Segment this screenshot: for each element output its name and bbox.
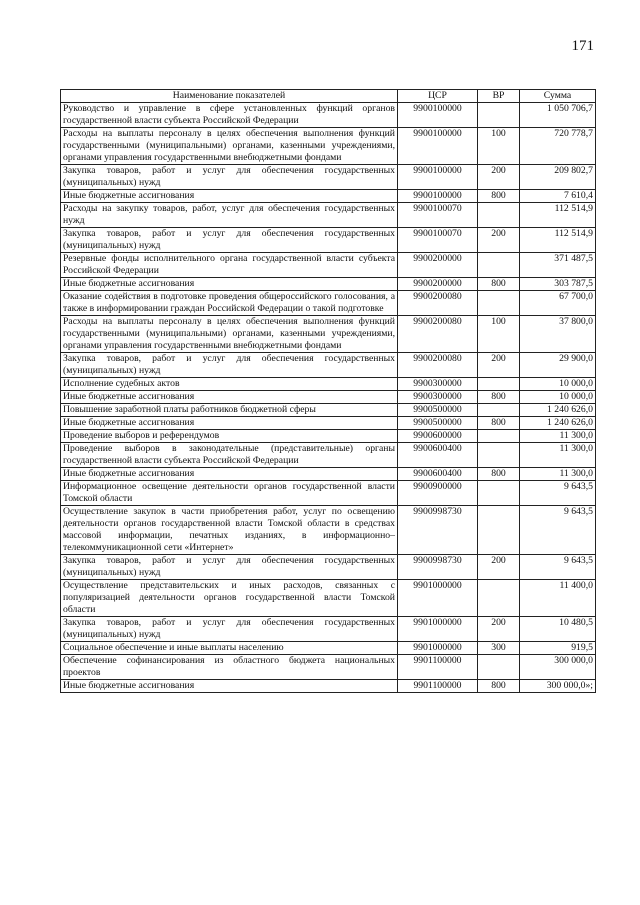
cell-sum: 11 300,0 (520, 430, 596, 443)
cell-name: Расходы на выплаты персоналу в целях обеспечения выполнения функций государственными (муниципальными) органами, казенными учреждениями, органами управления государственными внебюджетными фондами (61, 316, 398, 353)
cell-sum: 371 487,5 (520, 253, 596, 278)
cell-name: Повышение заработной платы работников бюджетной сферы (61, 404, 398, 417)
cell-vr (478, 103, 520, 128)
cell-name: Резервные фонды исполнительного органа государственной власти субъекта Российской Федерации (61, 253, 398, 278)
cell-name: Проведение выборов и референдумов (61, 430, 398, 443)
cell-vr: 200 (478, 165, 520, 190)
cell-name: Социальное обеспечение и иные выплаты населению (61, 642, 398, 655)
cell-csr: 9900100000 (398, 128, 478, 165)
cell-name: Закупка товаров, работ и услуг для обеспечения государственных (муниципальных) нужд (61, 228, 398, 253)
cell-sum: 11 400,0 (520, 580, 596, 617)
cell-vr: 800 (478, 190, 520, 203)
cell-vr: 300 (478, 642, 520, 655)
cell-name: Иные бюджетные ассигнования (61, 680, 398, 693)
cell-vr (478, 253, 520, 278)
cell-name: Проведение выборов в законодательные (представительные) органы государственной власти субъекта Российской Федерации (61, 443, 398, 468)
cell-sum: 10 480,5 (520, 617, 596, 642)
cell-vr (478, 655, 520, 680)
table-row (61, 642, 596, 655)
table-row (61, 555, 596, 580)
cell-csr: 9900100070 (398, 203, 478, 228)
table-row (61, 617, 596, 642)
cell-name: Расходы на выплаты персоналу в целях обеспечения выполнения функций государственными (муниципальными) органами, казенными учреждениями, органами управления государственными внебюджетными фондами (61, 128, 398, 165)
cell-name: Иные бюджетные ассигнования (61, 391, 398, 404)
header-name: Наименование показателей (61, 90, 398, 103)
cell-vr: 200 (478, 228, 520, 253)
cell-csr: 9901000000 (398, 580, 478, 617)
cell-csr: 9900200080 (398, 291, 478, 316)
table-row (61, 580, 596, 617)
cell-vr (478, 443, 520, 468)
table-row (61, 253, 596, 278)
cell-vr: 800 (478, 417, 520, 430)
table-row (61, 165, 596, 190)
cell-name: Осуществление представительских и иных расходов, связанных с популяризацией деятельности органов государственной власти Томской области (61, 580, 398, 617)
cell-csr: 9901000000 (398, 642, 478, 655)
cell-name: Закупка товаров, работ и услуг для обеспечения государственных (муниципальных) нужд (61, 353, 398, 378)
cell-csr: 9900200080 (398, 316, 478, 353)
cell-name: Расходы на закупку товаров, работ, услуг для обеспечения государственных нужд (61, 203, 398, 228)
cell-vr (478, 506, 520, 555)
cell-csr: 9900600000 (398, 430, 478, 443)
cell-name: Информационное освещение деятельности органов государственной власти Томской области (61, 481, 398, 506)
cell-csr: 9901100000 (398, 680, 478, 693)
cell-csr: 9900300000 (398, 391, 478, 404)
cell-vr (478, 430, 520, 443)
cell-sum: 11 300,0 (520, 443, 596, 468)
page-number: 171 (571, 38, 594, 54)
table-row (61, 353, 596, 378)
cell-sum: 11 300,0 (520, 468, 596, 481)
table-row (61, 190, 596, 203)
cell-sum: 1 050 706,7 (520, 103, 596, 128)
cell-csr: 9900200000 (398, 278, 478, 291)
table-row (61, 316, 596, 353)
cell-name: Закупка товаров, работ и услуг для обеспечения государственных (муниципальных) нужд (61, 165, 398, 190)
cell-sum: 112 514,9 (520, 228, 596, 253)
cell-name: Закупка товаров, работ и услуг для обеспечения государственных (муниципальных) нужд (61, 617, 398, 642)
table-row (61, 128, 596, 165)
cell-csr: 9900300000 (398, 378, 478, 391)
table-row (61, 430, 596, 443)
header-sum: Сумма (520, 90, 596, 103)
cell-name: Исполнение судебных актов (61, 378, 398, 391)
cell-csr: 9900500000 (398, 417, 478, 430)
table-body (61, 103, 596, 693)
cell-csr: 9900100000 (398, 190, 478, 203)
cell-csr: 9901000000 (398, 617, 478, 642)
cell-csr: 9900600400 (398, 443, 478, 468)
table-row (61, 404, 596, 417)
table-row (61, 443, 596, 468)
table-row (61, 103, 596, 128)
cell-sum: 9 643,5 (520, 555, 596, 580)
cell-sum: 300 000,0»; (520, 680, 596, 693)
table-row (61, 203, 596, 228)
table-row (61, 506, 596, 555)
table-header-row (61, 90, 596, 103)
cell-sum: 303 787,5 (520, 278, 596, 291)
cell-csr: 9901100000 (398, 655, 478, 680)
cell-name: Иные бюджетные ассигнования (61, 278, 398, 291)
cell-sum: 67 700,0 (520, 291, 596, 316)
cell-csr: 9900600400 (398, 468, 478, 481)
cell-sum: 919,5 (520, 642, 596, 655)
cell-sum: 1 240 626,0 (520, 417, 596, 430)
cell-sum: 10 000,0 (520, 378, 596, 391)
table-row (61, 291, 596, 316)
cell-vr: 800 (478, 391, 520, 404)
cell-vr (478, 291, 520, 316)
cell-vr: 200 (478, 555, 520, 580)
cell-name: Иные бюджетные ассигнования (61, 468, 398, 481)
header-csr: ЦСР (398, 90, 478, 103)
table-row (61, 481, 596, 506)
cell-vr: 200 (478, 353, 520, 378)
cell-sum: 209 802,7 (520, 165, 596, 190)
table-row (61, 278, 596, 291)
cell-sum: 112 514,9 (520, 203, 596, 228)
table-row (61, 468, 596, 481)
cell-vr (478, 481, 520, 506)
cell-sum: 1 240 626,0 (520, 404, 596, 417)
table-row (61, 655, 596, 680)
table-row (61, 378, 596, 391)
cell-csr: 9900100070 (398, 228, 478, 253)
cell-csr: 9900998730 (398, 555, 478, 580)
cell-name: Оказание содействия в подготовке проведения общероссийского голосования, а также в информировании граждан Российской Федерации о такой подготовке (61, 291, 398, 316)
cell-name: Обеспечение софинансирования из областного бюджета национальных проектов (61, 655, 398, 680)
cell-sum: 9 643,5 (520, 506, 596, 555)
cell-vr: 800 (478, 468, 520, 481)
cell-vr (478, 378, 520, 391)
cell-vr: 800 (478, 278, 520, 291)
cell-name: Руководство и управление в сфере установленных функций органов государственной власти субъекта Российской Федерации (61, 103, 398, 128)
table-row (61, 417, 596, 430)
cell-vr (478, 203, 520, 228)
cell-vr: 200 (478, 617, 520, 642)
cell-csr: 9900200000 (398, 253, 478, 278)
cell-vr: 800 (478, 680, 520, 693)
cell-vr: 100 (478, 128, 520, 165)
cell-sum: 37 800,0 (520, 316, 596, 353)
cell-sum: 300 000,0 (520, 655, 596, 680)
cell-sum: 7 610,4 (520, 190, 596, 203)
cell-name: Закупка товаров, работ и услуг для обеспечения государственных (муниципальных) нужд (61, 555, 398, 580)
cell-csr: 9900900000 (398, 481, 478, 506)
cell-sum: 9 643,5 (520, 481, 596, 506)
cell-vr (478, 404, 520, 417)
cell-name: Осуществление закупок в части приобретения работ, услуг по освещению деятельности органов государственной власти Томской области в средствах массовой информации, печатных изданиях, в информационно–телекоммуникационной сети «Интернет» (61, 506, 398, 555)
cell-csr: 9900100000 (398, 165, 478, 190)
table-row (61, 391, 596, 404)
cell-name: Иные бюджетные ассигнования (61, 417, 398, 430)
cell-sum: 720 778,7 (520, 128, 596, 165)
cell-csr: 9900200080 (398, 353, 478, 378)
cell-csr: 9900100000 (398, 103, 478, 128)
header-vr: ВР (478, 90, 520, 103)
cell-csr: 9900500000 (398, 404, 478, 417)
cell-sum: 10 000,0 (520, 391, 596, 404)
cell-sum: 29 900,0 (520, 353, 596, 378)
cell-vr: 100 (478, 316, 520, 353)
cell-csr: 9900998730 (398, 506, 478, 555)
table-row (61, 228, 596, 253)
cell-name: Иные бюджетные ассигнования (61, 190, 398, 203)
cell-vr (478, 580, 520, 617)
budget-table (60, 89, 596, 693)
table-row (61, 680, 596, 693)
